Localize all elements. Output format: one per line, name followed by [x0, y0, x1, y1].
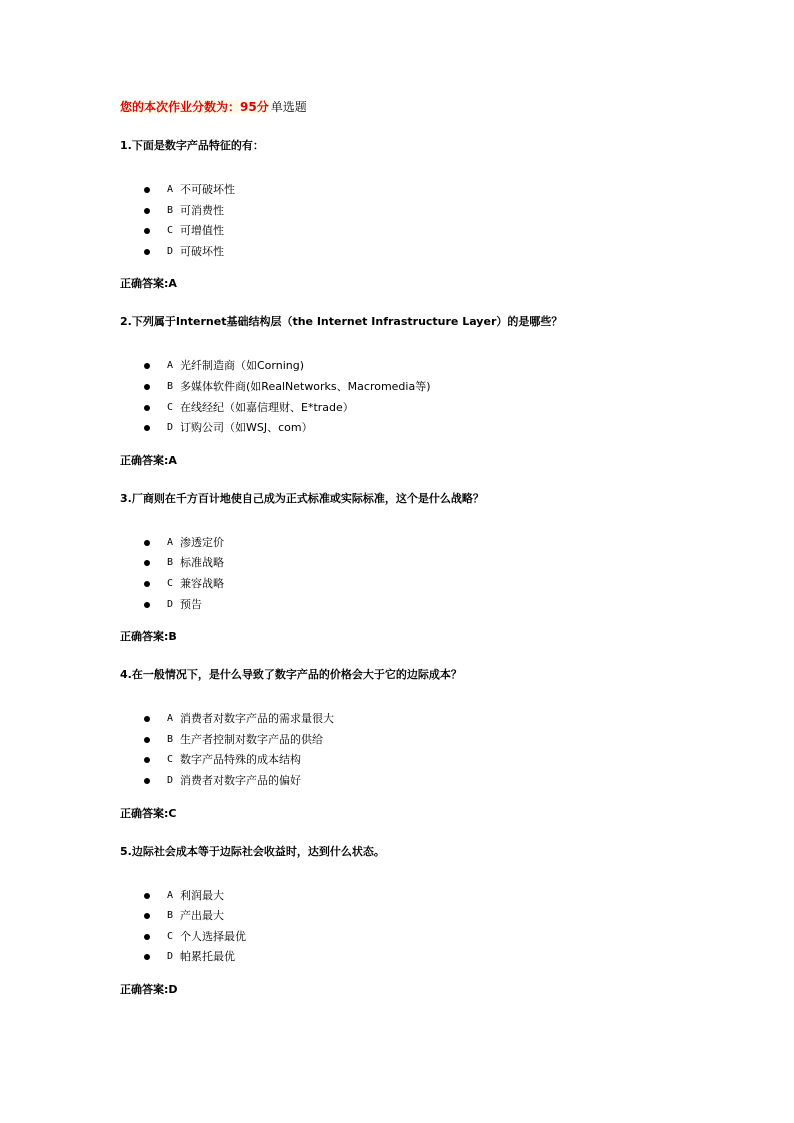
option-text: 消费者对数字产品的偏好 [180, 773, 301, 787]
option-item [120, 947, 720, 968]
option-text: 光纤制造商（如Corning) [180, 359, 305, 373]
option-key: C [167, 577, 174, 589]
option-text: 消费者对数字产品的需求量很大 [180, 712, 334, 726]
question-list [120, 138, 720, 998]
score-label: 您的本次作业分数为：95分 [120, 100, 269, 114]
bullet-icon [144, 581, 150, 587]
bullet-icon [144, 187, 150, 193]
correct-answer: 正确答案:C [120, 806, 177, 820]
option-key: A [167, 360, 174, 372]
option-item [120, 377, 720, 398]
option-text: 在线经纪（如嘉信理财、E*trade） [180, 400, 354, 414]
option-item [120, 201, 720, 222]
option-text: 可增值性 [180, 224, 224, 238]
option-item [120, 750, 720, 771]
option-text: 渗透定价 [180, 535, 224, 549]
option-key: C [167, 754, 174, 766]
question-title: 4.在一般情况下，是什么导致了数字产品的价格会大于它的边际成本？ [120, 668, 462, 682]
option-item [120, 906, 720, 927]
option-list [120, 356, 720, 438]
option-item [120, 242, 720, 263]
bullet-icon [144, 405, 150, 411]
question-type: 单选题 [270, 100, 307, 114]
option-text: 产出最大 [180, 909, 224, 923]
option-item [120, 398, 720, 419]
option-key: D [167, 951, 174, 963]
bullet-icon [144, 934, 150, 940]
option-item [120, 180, 720, 201]
bullet-icon [144, 913, 150, 919]
option-item [120, 418, 720, 439]
bullet-icon [144, 208, 150, 214]
option-key: A [167, 713, 174, 725]
option-item [120, 730, 720, 751]
option-item [120, 221, 720, 242]
bullet-icon [144, 363, 150, 369]
question-title: 2.下列属于Internet基础结构层（the Internet Infrastructure Layer）的是哪些？ [120, 315, 563, 329]
question-title: 3.厂商则在千方百计地使自己成为正式标准或实际标准，这个是什么战略？ [120, 491, 484, 505]
option-text: 标准战略 [180, 556, 224, 570]
correct-answer: 正确答案:B [120, 630, 177, 644]
option-item [120, 771, 720, 792]
option-item [120, 886, 720, 907]
correct-answer: 正确答案:A [120, 453, 177, 467]
option-key: C [167, 225, 174, 237]
option-list [120, 886, 720, 968]
option-text: 可破坏性 [180, 244, 224, 258]
option-item [120, 927, 720, 948]
option-key: B [167, 380, 174, 392]
option-key: B [167, 204, 174, 216]
option-text: 多媒体软件商(如RealNetworks、Macromedia等) [180, 379, 431, 393]
bullet-icon [144, 778, 150, 784]
option-key: A [167, 889, 174, 901]
bullet-icon [144, 249, 150, 255]
option-item [120, 533, 720, 554]
question-block [120, 138, 720, 292]
option-key: D [167, 774, 174, 786]
bullet-icon [144, 384, 150, 390]
option-text: 预告 [180, 597, 202, 611]
option-text: 数字产品特殊的成本结构 [180, 753, 301, 767]
bullet-icon [144, 228, 150, 234]
bullet-icon [144, 716, 150, 722]
option-key: B [167, 733, 174, 745]
homework-result [120, 98, 720, 998]
option-item [120, 356, 720, 377]
option-text: 不可破坏性 [180, 183, 235, 196]
option-item [120, 574, 720, 595]
option-list [120, 180, 720, 262]
question-title: 1.下面是数字产品特征的有： [120, 139, 264, 152]
option-key: B [167, 910, 174, 922]
option-key: C [167, 401, 174, 413]
question-title: 5.边际社会成本等于边际社会收益时，达到什么状态。 [120, 844, 385, 858]
bullet-icon [144, 757, 150, 763]
question-block [120, 314, 720, 468]
bullet-icon [144, 560, 150, 566]
option-key: A [167, 184, 174, 195]
option-key: D [167, 598, 174, 610]
option-text: 生产者控制对数字产品的供给 [180, 732, 323, 746]
bullet-icon [144, 425, 150, 431]
question-block [120, 667, 720, 821]
option-text: 个人选择最优 [180, 929, 246, 943]
option-list [120, 533, 720, 615]
option-text: 兼容战略 [180, 576, 224, 590]
question-block [120, 491, 720, 645]
score-line [120, 98, 720, 116]
option-key: D [167, 422, 174, 434]
bullet-icon [144, 737, 150, 743]
option-key: C [167, 930, 174, 942]
option-item [120, 553, 720, 574]
option-text: 订购公司（如WSJ、com） [180, 421, 313, 435]
correct-answer: 正确答案:D [120, 982, 178, 996]
bullet-icon [144, 893, 150, 899]
option-text: 可消费性 [180, 203, 224, 217]
bullet-icon [144, 540, 150, 546]
bullet-icon [144, 602, 150, 608]
option-list [120, 709, 720, 791]
question-block [120, 844, 720, 998]
option-item [120, 709, 720, 730]
option-key: B [167, 557, 174, 569]
option-item [120, 595, 720, 616]
option-key: D [167, 245, 174, 257]
bullet-icon [144, 954, 150, 960]
option-text: 帕累托最优 [180, 950, 235, 964]
option-key: A [167, 536, 174, 548]
option-text: 利润最大 [180, 888, 224, 902]
correct-answer: 正确答案:A [120, 277, 177, 291]
